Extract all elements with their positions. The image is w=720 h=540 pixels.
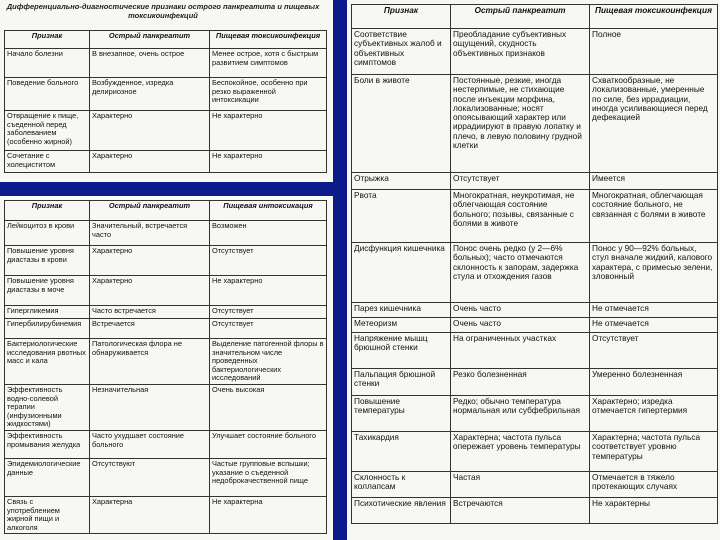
table-cell: Частые групповые вспышки; указание о съеденной недоброкачественной пище <box>210 458 327 496</box>
table-cell: Многократная, облегчающая состояние больного, не связанная с болями в животе <box>590 190 718 243</box>
table-cell: Повышение уровня диастазы в моче <box>5 276 90 306</box>
table-row <box>352 472 718 498</box>
table-cell: Постоянные, резкие, иногда нестерпимые, не стихающие после инъекции морфина, локализованные; носят опоясывающий характер или иррадиируют в правую лопатку и плечо, в левую половину грудной клетки <box>451 75 590 173</box>
table-row <box>5 221 327 246</box>
table-cell: Отмечается в тяжело протекающих случаях <box>590 472 718 498</box>
table-cell: Склонность к коллапсам <box>352 472 451 498</box>
table-cell: Отсутствуют <box>90 458 210 496</box>
table-header-row <box>5 31 327 49</box>
table-row <box>5 458 327 496</box>
table-cell: В внезапное, очень острое <box>90 49 210 78</box>
table-cell: Встречаются <box>451 498 590 524</box>
table-cell: Редко; обычно температура нормальная или субфебрильная <box>451 396 590 432</box>
slide-divider <box>0 182 333 196</box>
table-cell: Очень высокая <box>210 384 327 430</box>
table-cell: Соответствие субъективных жалоб и объективных симптомов <box>352 29 451 75</box>
table-row <box>5 246 327 276</box>
table-cell: Лейкоцитоз в крови <box>5 221 90 246</box>
header-pancreatitis: Острый панкреатит <box>90 201 210 221</box>
header-sign: Признак <box>352 5 451 29</box>
left-slide-panel <box>0 0 333 540</box>
table-cell: Очень часто <box>451 318 590 333</box>
table-row <box>352 29 718 75</box>
table-row <box>5 49 327 78</box>
table-cell: Не характерно <box>210 151 327 173</box>
table-cell: Встречается <box>90 319 210 339</box>
table-cell: Начало болезни <box>5 49 90 78</box>
left-panel-title: Дифференциально-диагностические признаки острого панкреатита и пищевых токсикоинфекций <box>6 2 320 20</box>
table-cell: Схваткообразные, не локализованные, умеренные по силе, без иррадиации, иногда усиливающиеся перед дефекацией <box>590 75 718 173</box>
table-cell: Не характерно <box>210 111 327 151</box>
table-cell: Беспокойное, особенно при резко выраженной интоксикации <box>210 78 327 111</box>
header-toxicoinfection: Пищевая токсикоинфекция <box>590 5 718 29</box>
table-row <box>5 430 327 458</box>
table-cell: Повышение уровня диастазы в крови <box>5 246 90 276</box>
table-row <box>352 369 718 396</box>
table-cell: На ограниченных участках <box>451 333 590 369</box>
header-toxicoinfection: Пищевая токсикоинфекция <box>210 31 327 49</box>
table-cell: Не отмечается <box>590 303 718 318</box>
table-cell: Боли в животе <box>352 75 451 173</box>
table-cell: Не отмечается <box>590 318 718 333</box>
table-cell: Отсутствует <box>590 333 718 369</box>
table-cell: Многократная, неукротимая, не облегчающая состояние больного; позывы, связанные с болями в животе <box>451 190 590 243</box>
table-row <box>352 432 718 472</box>
table-cell: Возбужденное, изредка делириозное <box>90 78 210 111</box>
header-pancreatitis: Острый панкреатит <box>451 5 590 29</box>
table-cell: Преобладание субъективных ощущений, скудность объективных признаков <box>451 29 590 75</box>
table-cell: Характерно <box>90 246 210 276</box>
table-cell: Характерно <box>90 111 210 151</box>
header-sign: Признак <box>5 31 90 49</box>
table-row <box>352 75 718 173</box>
table-cell: Не характерны <box>590 498 718 524</box>
table-cell: Связь с употреблением жирной пищи и алкоголя <box>5 496 90 533</box>
table-row <box>352 333 718 369</box>
table-cell: Гипергликемия <box>5 306 90 319</box>
table-cell: Характерно <box>90 276 210 306</box>
table-cell: Понос у 90—92% больных, стул вначале жидкий, калового характера, с примесью зелени, зловонный <box>590 243 718 303</box>
table-cell: Имеется <box>590 173 718 190</box>
table-cell: Частая <box>451 472 590 498</box>
symptoms-table-top <box>4 30 327 173</box>
table-cell: Гипербилирубинемия <box>5 319 90 339</box>
table-row <box>5 78 327 111</box>
table-row <box>5 319 327 339</box>
header-sign: Признак <box>5 201 90 221</box>
table-row <box>352 303 718 318</box>
table-row <box>5 339 327 385</box>
table-row <box>352 243 718 303</box>
table-cell: Характерна <box>90 496 210 533</box>
table-cell: Отсутствует <box>210 319 327 339</box>
table-row <box>352 396 718 432</box>
table-cell: Очень часто <box>451 303 590 318</box>
table-cell: Менее острое, хотя с быстрым развитием симптомов <box>210 49 327 78</box>
table-cell: Отсутствует <box>210 246 327 276</box>
table-cell: Не характерно <box>210 276 327 306</box>
table-row <box>5 111 327 151</box>
table-cell: Выделение патогенной флоры в значительном числе проведенных бактериологических исследований <box>210 339 327 385</box>
table-cell: Характерна; частота пульса соответствует уровню температуры <box>590 432 718 472</box>
table-cell: Рвота <box>352 190 451 243</box>
table-row <box>5 151 327 173</box>
header-intoxication: Пищевая интоксикация <box>210 201 327 221</box>
table-cell: Характерна; частота пульса опережает уровень температуры <box>451 432 590 472</box>
table-cell: Характерно; изредка отмечается гипертермия <box>590 396 718 432</box>
table-cell: Значительный, встречается часто <box>90 221 210 246</box>
table-cell: Напряжение мышц брюшной стенки <box>352 333 451 369</box>
table-cell: Возможен <box>210 221 327 246</box>
table-cell: Понос очень редко (у 2—6% больных); часто отмечаются склонность к запорам, задержка стула и отхождения газов <box>451 243 590 303</box>
table-cell: Бактериологические исследования рвотных масс и кала <box>5 339 90 385</box>
table-cell: Улучшает состояние больного <box>210 430 327 458</box>
table-cell: Характерно <box>90 151 210 173</box>
table-row <box>5 276 327 306</box>
table-cell: Повышение температуры <box>352 396 451 432</box>
table-cell: Полное <box>590 29 718 75</box>
table-cell: Эффективность водно-солевой терапии (инфузионными жидкостями) <box>5 384 90 430</box>
right-slide-panel <box>347 0 720 540</box>
table-cell: Парез кишечника <box>352 303 451 318</box>
table-cell: Не характерна <box>210 496 327 533</box>
table-cell: Эффективность промывания желудка <box>5 430 90 458</box>
table-row <box>5 306 327 319</box>
table-row <box>352 190 718 243</box>
table-cell: Часто встречается <box>90 306 210 319</box>
table-row <box>352 498 718 524</box>
table-cell: Отсутствует <box>451 173 590 190</box>
table-cell: Часто ухудшает состояние больного <box>90 430 210 458</box>
table-cell: Дисфункция кишечника <box>352 243 451 303</box>
table-cell: Пальпация брюшной стенки <box>352 369 451 396</box>
table-cell: Тахикардия <box>352 432 451 472</box>
table-header-row <box>352 5 718 29</box>
table-cell: Сочетание с холециститом <box>5 151 90 173</box>
table-cell: Патологическая флора не обнаруживается <box>90 339 210 385</box>
table-cell: Незначительная <box>90 384 210 430</box>
table-row <box>5 496 327 533</box>
table-row <box>352 173 718 190</box>
table-cell: Поведение больного <box>5 78 90 111</box>
table-row <box>5 384 327 430</box>
table-cell: Психотические явления <box>352 498 451 524</box>
table-cell: Умеренно болезненная <box>590 369 718 396</box>
table-cell: Отсутствует <box>210 306 327 319</box>
table-cell: Эпидемиологические данные <box>5 458 90 496</box>
table-cell: Резко болезненная <box>451 369 590 396</box>
header-pancreatitis: Острый панкреатит <box>90 31 210 49</box>
table-row <box>352 318 718 333</box>
clinical-signs-table <box>351 4 718 524</box>
table-cell: Отвращение к пище, съеденной перед заболеванием (особенно жирной) <box>5 111 90 151</box>
table-cell: Отрыжка <box>352 173 451 190</box>
table-header-row <box>5 201 327 221</box>
lab-signs-table <box>4 200 327 534</box>
table-cell: Метеоризм <box>352 318 451 333</box>
